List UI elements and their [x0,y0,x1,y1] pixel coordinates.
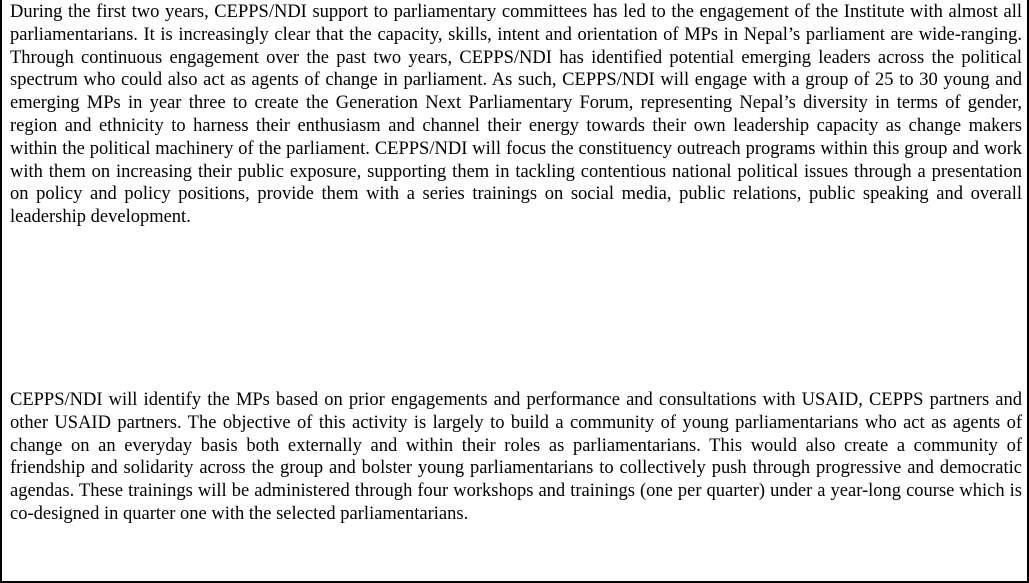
paragraph-mp-selection: CEPPS/NDI will identify the MPs based on prior engagements and performance and consultations with USAID, CEPPS partners and other USAID partners. The objective of this activity is largely to build a community of young parliamentarians who act as agents of change on an everyday basis both externally and within their roles as parliamentarians. This would also create a community of friendship and solidarity across the group and bolster young parliamentarians to collectively push through progressive and democratic agendas. These trainings will be administered through four workshops and trainings (one per quarter) under a year-long course which is co-designed in quarter one with the selected parliamentarians. [10,390,1022,524]
paragraph-generation-next-forum: During the first two years, CEPPS/NDI support to parliamentary committees has led to the engagement of the Institute with almost all parliamentarians. It is increasingly clear that the capacity, skills, intent and orientation of MPs in Nepal’s parliament are wide-ranging. Through continuous engagement over the past two years, CEPPS/NDI has identified potential emerging leaders across the political spectrum who could also act as agents of change in parliament. As such, CEPPS/NDI will engage with a group of 25 to 30 young and emerging MPs in year three to create the Generation Next Parliamentary Forum, representing Nepal’s diversity in terms of gender, region and ethnicity to harness their enthusiasm and channel their energy towards their own leadership capacity as change makers within the political machinery of the parliament. CEPPS/NDI will focus the constituency outreach programs within this group and work with them on increasing their public exposure, supporting them in tackling contentious national political issues through a presentation on policy and policy positions, provide them with a series trainings on social media, public relations, public speaking and overall leadership development. [10,2,1022,228]
